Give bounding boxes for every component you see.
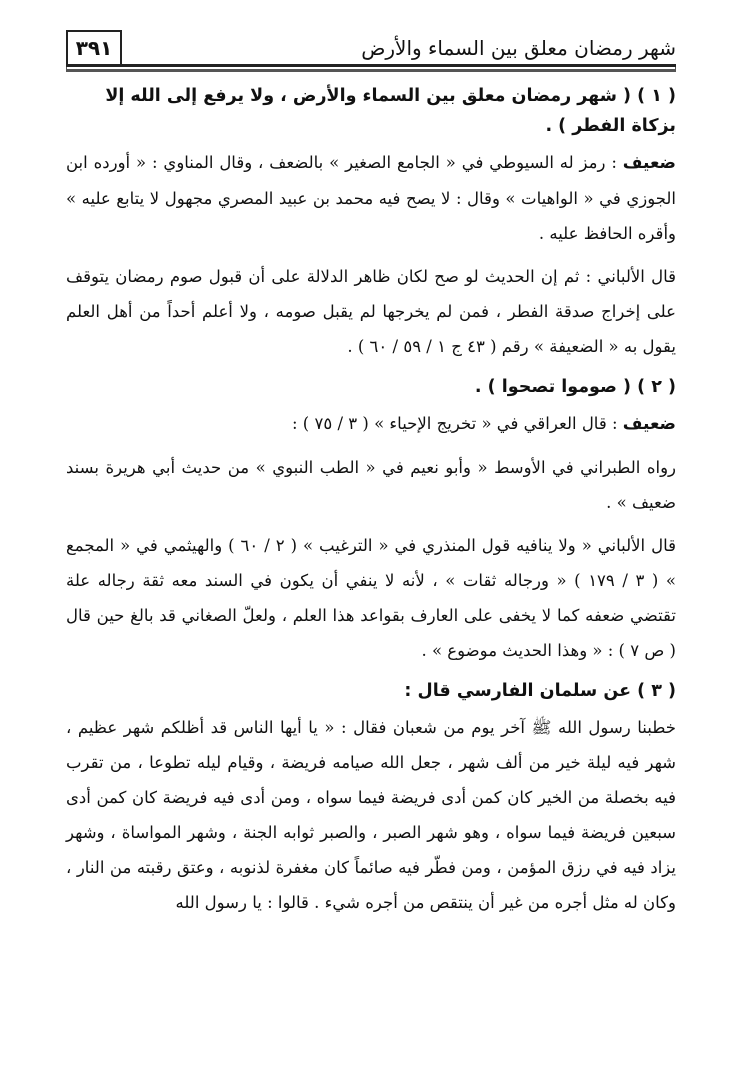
grading-text: : رمز له السيوطي في « الجامع الصغير » بالضعف ، وقال المناوي : « أورده ابن الجوزي في « الواهيات » وقال : لا يصح فيه محمد بن عبيد المصري مجهول لا يتابع عليه » وأقره الحافظ عليه . <box>66 153 676 243</box>
hadith-heading: ( ٣ ) عن سلمان الفارسي قال : <box>404 681 676 701</box>
grading-label: ضعيف <box>622 414 676 434</box>
commentary-paragraph: قال الألباني : ثم إن الحديث لو صح لكان ظاهر الدلالة على أن قبول صوم رمضان يتوقف على إخراج صدقة الفطر ، فمن لم يخرجها لم يقبل صومه ، ولا أعلم أحداً من أهل العلم يقول به « الضعيفة » رقم ( ٤٣ ج ١ / ٥٩ / ٦٠ ) . <box>66 267 676 356</box>
hadith-entry-3 <box>66 676 676 920</box>
hadith-heading: ( ٢ ) ( صوموا تصحوا ) . <box>474 377 676 397</box>
hadith-heading: ( ١ ) ( شهر رمضان معلق بين السماء والأرض ، ولا يرفع إلى الله إلا بزكاة الفطر ) . <box>105 86 676 136</box>
header-title: شهر رمضان معلق بين السماء والأرض <box>361 36 676 60</box>
grading-paragraph <box>66 406 676 442</box>
page-content <box>66 81 676 920</box>
hadith-text-paragraph: خطبنا رسول الله ﷺ آخر يوم من شعبان فقال : « يا أيها الناس قد أظلكم شهر عظيم ، شهر فيه ليلة خير من ألف شهر ، جعل الله صيامه فريضة ، وقيام ليله تطوعا ، من تقرب فيه بخصلة من الخير كان كمن أدى فريضة فيما سواه ، ومن أدى فيه فريضة كان كمن أدى سبعين فريضة فيما سواه ، وهو شهر الصبر ، والصبر ثوابه الجنة ، وشهر المواساة ، وشهر يزاد فيه في رزق المؤمن ، ومن فطّر فيه صائماً كان مغفرة لذنوبه ، وعتق رقبته من النار ، وكان له مثل أجره من غير أن ينتقص من أجره شيء . قالوا : يا رسول الله <box>66 718 676 912</box>
commentary-paragraph: رواه الطبراني في الأوسط « وأبو نعيم في « الطب النبوي » من حديث أبي هريرة بسند ضعيف » . <box>66 458 676 512</box>
book-page <box>66 30 676 928</box>
commentary-paragraph: قال الألباني « ولا ينافيه قول المنذري في « الترغيب » ( ٢ / ٦٠ ) والهيثمي في « المجمع » ( ٣ / ١٧٩ ) « ورجاله ثقات » ، لأنه لا ينفي أن يكون في السند معه ثقة رجاله علة تقتضي ضعفه كما لا يخفى على العارف بقواعد هذا العلم ، ولعلّ الصغاني قد بالغ حين قال ( ص ٧ ) : « وهذا الحديث موضوع » . <box>66 536 676 660</box>
hadith-entry-1 <box>66 81 676 364</box>
grading-text: : قال العراقي في « تخريج الإحياء » ( ٣ / ٧٥ ) : <box>291 414 618 433</box>
page-number-box: ٣٩١ <box>66 30 122 64</box>
grading-label: ضعيف <box>622 153 676 173</box>
running-header <box>66 30 676 67</box>
hadith-entry-2 <box>66 372 676 668</box>
grading-paragraph <box>66 145 676 251</box>
